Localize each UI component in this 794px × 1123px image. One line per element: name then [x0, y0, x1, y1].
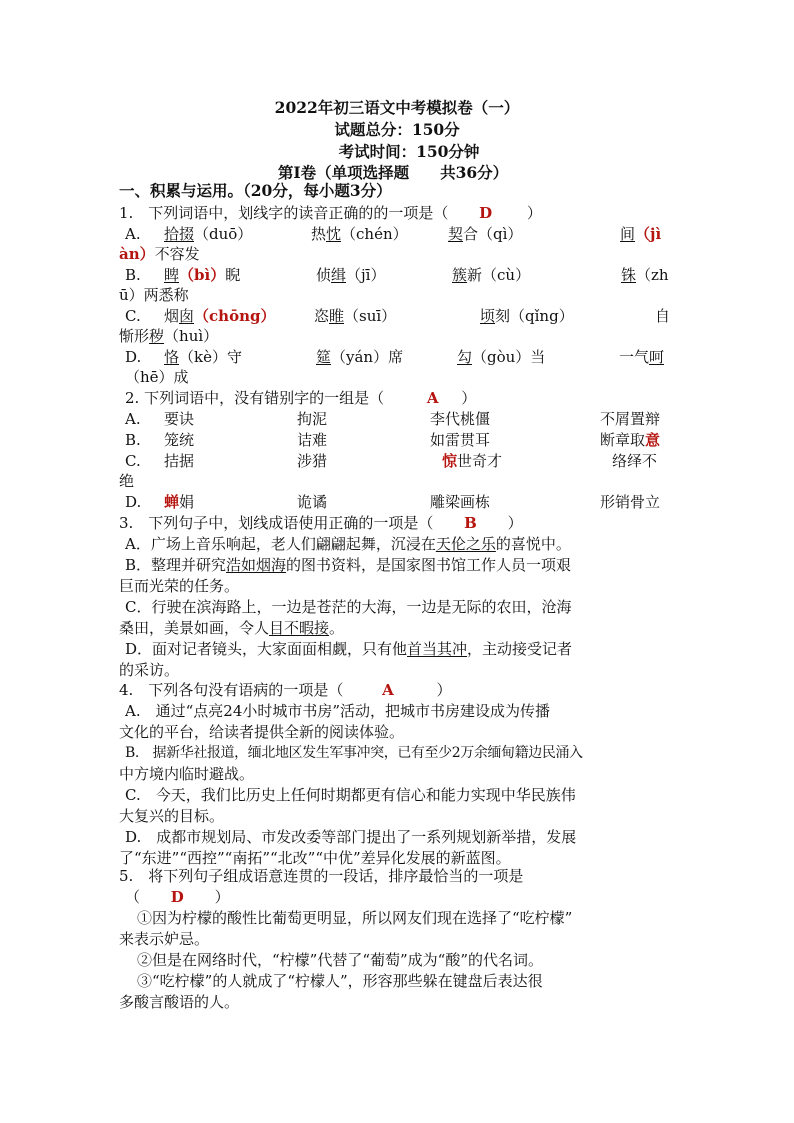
q1-stem: 1. 下列词语中，划线字的读音正确的的一项是（ D ）	[119, 204, 542, 222]
q1-option-b: B.	[125, 266, 141, 284]
q2-answer: A	[426, 389, 439, 407]
q2-option-c: C.	[125, 452, 141, 470]
q1-option-c: C.	[125, 307, 141, 325]
q5-sentence-1: ①因为柠檬的酸性比葡萄更明显，所以网友们现在选择了“吃柠檬”	[137, 909, 573, 927]
q4-option-a: A. 通过“点亮24小时城市书房”活动，把城市书房建设成为传播	[125, 702, 551, 720]
q3-option-b: B．整理并研究浩如烟海的图书资料，是国家图书馆工作人员一项艰	[125, 556, 572, 574]
q4-option-b: B. 据新华社报道，缅北地区发生军事冲突，已有至少2万余缅甸籍边民涌入	[125, 745, 583, 761]
q3-stem: 3. 下列句子中，划线成语使用正确的一项是（ B ）	[119, 514, 523, 532]
q3-option-d: D．面对记者镜头，大家面面相觑，只有他首当其冲，主动接受记者	[125, 640, 573, 658]
q3-option-a: A．广场上音乐响起，老人们翩翩起舞，沉浸在天伦之乐的喜悦中。	[125, 535, 571, 553]
exam-page: 2022年初三语文中考模拟卷（一） 试题总分：150分 考试时间：150分钟 第Ⅰ卷（单项选择题 共36分） 一、积累与运用。（20分，每小题3分） 1. 下列词语中，划线字的读音正确的的一项是（ D ） A. 拾掇（duō） 热忱（chén） 契合（qì） 间（jì àn）不容发 B. 睥（bì）睨 侦缉（jī） 簇新（cù） 铢（zh ū）两悉称 C. 烟囱（chōng） 恣睢（suī） 顷刻（qǐng） 自 惭形秽（huì） D. 恪（kè）守 筵（yán）席 勾（gòu）当 一气呵 （hē）成 2. 下列词语中，没有错别字的一组是（ A ） A. 要诀 拘泥 李代桃僵 不屑置辩 B. 笼统 诘难 如雷贯耳 断章取意 C. 拮据 涉猎 惊世奇才 络绎不 绝 D. 蝉娟 诡谲 雕梁画栋 形销骨立 3. 下列句子中，划线成语使用正确的一项是（ B ） A．广场上音乐响起，老人们翩翩起舞，沉浸在天伦之乐的喜悦中。 B．整理并研究浩如烟海的图书资料，是国家图书馆工作人员一项艰 巨而光荣的任务。 C．行驶在滨海路上，一边是苍茫的大海，一边是无际的农田，沧海 桑田，美景如画，令人目不暇接。 D．面对记者镜头，大家面面相觑，只有他首当其冲，主动接受记者 的采访。 4. 下列各句没有语病的一项是（ A ） A. 通过“点亮24小时城市书房”活动，把城市书房建设成为传播 文化的平台，给读者提供全新的阅读体验。 B. 据新华社报道，缅北地区发生军事冲突，已有至少2万余缅甸籍边民涌入 中方境内临时避战。 C. 今天，我们比历史上任何时期都更有信心和能力实现中华民族伟 大复兴的目标。 D. 成都市规划局、市发改委等部门提出了一系列规划新举措，发展 了“东进”“西控”“南拓”“北改”“中优”差异化发展的新蓝图。 5. 将下列句子组成语意连贯的一段话，排序最恰当的一项是 （ D ） ①因为柠檬的酸性比葡萄更明显，所以网友们现在选择了“吃柠檬” 来表示妒忌。 ②但是在网络时代，“柠檬”代替了“葡萄”成为“酸”的代名词。 ③“吃柠檬”的人就成了“柠檬人”，形容那些躲在键盘后表达很 多酸言酸语的人。	[0, 0, 794, 1123]
q1-answer: D	[479, 204, 493, 222]
section-title: 一、积累与运用。（20分，每小题3分）	[119, 181, 392, 200]
q2-stem: 2. 下列词语中，没有错别字的一组是（ A ）	[125, 389, 477, 407]
q2-option-a: A.	[125, 410, 141, 428]
q4-option-d: D. 成都市规划局、市发改委等部门提出了一系列规划新举措，发展	[125, 828, 577, 846]
exam-title: 2022年初三语文中考模拟卷（一）	[274, 98, 520, 117]
q3-option-c: C．行驶在滨海路上，一边是苍茫的大海，一边是无际的农田，沧海	[125, 598, 572, 616]
q3-answer: B	[464, 514, 477, 532]
total-score: 试题总分：150分	[334, 120, 460, 139]
q5-sentence-2: ②但是在网络时代，“柠檬”代替了“葡萄”成为“酸”的代名词。	[137, 951, 544, 969]
q5-sentence-3: ③“吃柠檬”的人就成了“柠檬人”，形容那些躲在键盘后表达很	[137, 972, 543, 990]
q5-stem: 5. 将下列句子组成语意连贯的一段话，排序最恰当的一项是	[119, 867, 524, 885]
part-title: 第Ⅰ卷（单项选择题 共36分）	[277, 163, 509, 182]
q2-option-d: D.	[125, 493, 142, 511]
q5-answer-line: （ D ）	[125, 888, 230, 906]
q4-option-c: C. 今天，我们比历史上任何时期都更有信心和能力实现中华民族伟	[125, 786, 576, 804]
q1-option-d: D.	[125, 348, 142, 366]
q4-stem: 4. 下列各句没有语病的一项是（ A ）	[119, 681, 452, 699]
q4-answer: A	[382, 681, 394, 699]
exam-time: 考试时间：150分钟	[338, 142, 480, 161]
q5-answer: D	[170, 888, 184, 906]
q1-option-a: A.	[125, 225, 141, 243]
q2-option-b: B.	[125, 431, 141, 449]
